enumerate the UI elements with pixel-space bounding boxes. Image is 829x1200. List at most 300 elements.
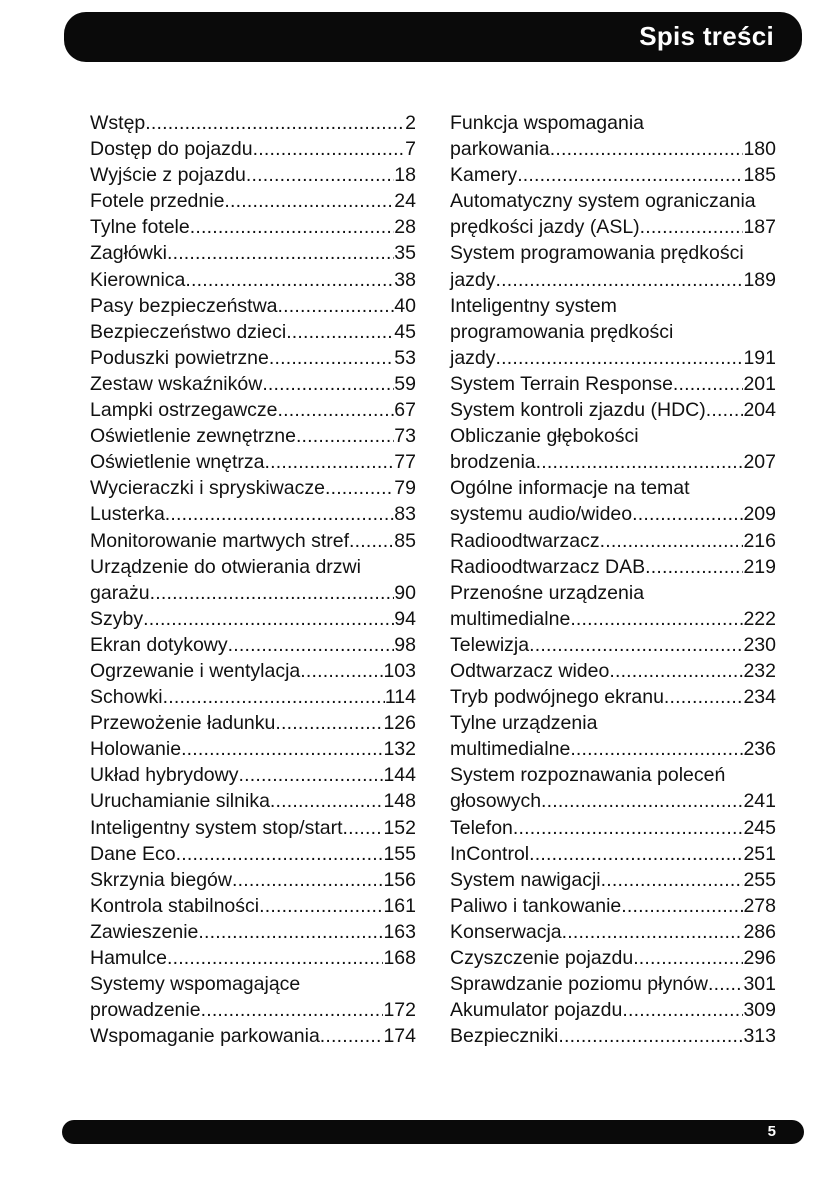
toc-entry[interactable]: [450, 945, 776, 971]
toc-entry-row: [450, 815, 776, 841]
toc-entry-label: System nawigacji: [450, 868, 601, 891]
toc-entry[interactable]: [90, 397, 416, 423]
toc-entry[interactable]: [450, 580, 776, 632]
toc-entry-row: [90, 240, 416, 266]
toc-entry-label-line: Systemy wspomagające: [90, 973, 301, 996]
dot-leader: [706, 397, 744, 423]
dot-leader: [232, 867, 383, 893]
toc-entry-page: 313: [743, 1025, 776, 1048]
toc-entry-row: [90, 319, 416, 345]
toc-entry-row: [90, 893, 416, 919]
toc-entry-label: System kontroli zjazdu (HDC): [450, 399, 706, 422]
toc-entry-page: 59: [394, 372, 416, 395]
toc-entry-row: [90, 867, 416, 893]
toc-entry-page: 286: [743, 920, 776, 943]
toc-entry-label: Kontrola stabilności: [90, 894, 260, 917]
toc-entry-page: 209: [743, 503, 776, 526]
toc-entry[interactable]: [90, 736, 416, 762]
dot-leader: [286, 319, 394, 345]
toc-entry[interactable]: [450, 240, 776, 292]
toc-entry-label: prowadzenie: [90, 999, 201, 1022]
toc-column-left: [90, 110, 416, 1049]
toc-entry-page: 94: [394, 607, 416, 630]
toc-entry-label: Telewizja: [450, 633, 530, 656]
toc-entry[interactable]: [90, 815, 416, 841]
toc-entry-row: [90, 1023, 416, 1049]
toc-entry[interactable]: [90, 319, 416, 345]
toc-entry[interactable]: [90, 788, 416, 814]
dot-leader: [167, 240, 394, 266]
dot-leader: [224, 188, 394, 214]
toc-entry-page: 241: [743, 790, 776, 813]
toc-entry-page: 255: [743, 868, 776, 891]
toc-entry-label: Kamery: [450, 164, 518, 187]
toc-entry-page: 204: [743, 399, 776, 422]
toc-entry[interactable]: [90, 632, 416, 658]
toc-entry-label: Kierownica: [90, 268, 186, 291]
toc-entry[interactable]: [90, 371, 416, 397]
toc-entry-label: parkowania: [450, 138, 550, 161]
toc-entry-label: Monitorowanie martwych stref: [90, 529, 350, 552]
toc-entry-row: [450, 501, 776, 527]
toc-entry-label: Oświetlenie zewnętrzne: [90, 425, 296, 448]
toc-entry[interactable]: [90, 345, 416, 371]
toc-entry-page: 230: [743, 633, 776, 656]
dot-leader: [496, 267, 744, 293]
toc-entry[interactable]: [90, 162, 416, 188]
toc-entry-page: 168: [383, 947, 416, 969]
toc-entry[interactable]: [90, 945, 416, 971]
toc-entry-label: Hamulce: [90, 947, 167, 969]
toc-entry-page: 219: [743, 555, 776, 578]
toc-entry-label: Oświetlenie wnętrza: [90, 451, 265, 474]
toc-entry-page: 174: [383, 1025, 416, 1048]
toc-entry[interactable]: [450, 971, 776, 997]
toc-entry-page: 278: [743, 894, 776, 917]
toc-entry-label: multimedialne: [450, 607, 571, 630]
dot-leader: [278, 293, 395, 319]
toc-entry-label: Fotele przednie: [90, 190, 225, 213]
toc-entry-row: [90, 449, 416, 475]
toc-entry-label-line: System programowania prędkości: [450, 242, 744, 265]
toc-entry[interactable]: [90, 214, 416, 240]
dot-leader: [238, 762, 383, 788]
toc-entry-page: 18: [394, 164, 416, 187]
dot-leader: [269, 345, 394, 371]
toc-entry-row: [450, 345, 776, 371]
toc-entry-row: [450, 945, 776, 971]
toc-entry-page: 2: [405, 112, 416, 134]
toc-entry-page: 144: [383, 764, 416, 787]
toc-entry-row: [90, 293, 416, 319]
toc-entry-page: 163: [383, 920, 416, 943]
toc-entry[interactable]: [450, 554, 776, 580]
toc-entry-page: 172: [383, 999, 416, 1022]
toc-entry-label: Przewożenie ładunku: [90, 712, 276, 735]
toc-entry[interactable]: [90, 267, 416, 293]
toc-entry-page: 232: [743, 659, 776, 682]
toc-entry-page: 185: [743, 164, 776, 187]
dot-leader: [325, 475, 394, 501]
toc-entry-row: [450, 736, 776, 762]
dot-leader: [163, 684, 385, 710]
toc-entry-page: 24: [394, 190, 416, 213]
toc-entry[interactable]: [450, 423, 776, 475]
toc-entry-row: [450, 658, 776, 684]
toc-entry-page: 38: [394, 268, 416, 291]
dot-leader: [632, 501, 743, 527]
toc-entry-page: 77: [394, 451, 416, 474]
toc-column-right: [450, 110, 776, 1049]
toc-entry-row: [90, 815, 416, 841]
toc-entry[interactable]: [90, 762, 416, 788]
toc-entry-label: systemu audio/wideo: [450, 503, 633, 526]
dot-leader: [550, 136, 744, 162]
toc-entry[interactable]: [90, 136, 416, 162]
toc-entry[interactable]: [90, 475, 416, 501]
toc-entry-label: Radioodtwarzacz: [450, 529, 600, 552]
toc-entry-row: [90, 214, 416, 240]
toc-entry-label: jazdy: [450, 346, 496, 369]
toc-entry-label: Wycieraczki i spryskiwacze: [90, 477, 325, 500]
toc-entry-label: Tylne fotele: [90, 216, 190, 239]
dot-leader: [343, 815, 384, 841]
toc-entry-row: [450, 397, 776, 423]
toc-entry[interactable]: [450, 919, 776, 945]
toc-entry-label-line: System rozpoznawania poleceń: [450, 764, 726, 787]
dot-leader: [513, 815, 744, 841]
toc-entry[interactable]: [450, 475, 776, 527]
header-bar: [64, 12, 802, 62]
toc-entry-row: [450, 684, 776, 710]
toc-entry-page: 152: [383, 816, 416, 839]
toc-entry-label: Akumulator pojazdu: [450, 999, 623, 1022]
toc-entry-row: [90, 762, 416, 788]
toc-entry-row: [450, 788, 776, 814]
toc-entry-label: Lampki ostrzegawcze: [90, 399, 278, 422]
toc-entry-label-line: Przenośne urządzenia: [450, 581, 645, 604]
page-title: Spis treści: [639, 21, 774, 51]
toc-entry-row: [90, 841, 416, 867]
toc-entry-label: InControl: [450, 842, 530, 865]
toc-entry-page: 189: [743, 268, 776, 291]
toc-entry[interactable]: [90, 971, 416, 1023]
toc-entry-page: 7: [405, 138, 416, 161]
dot-leader: [645, 554, 743, 580]
toc-entry-row: [90, 788, 416, 814]
dot-leader: [601, 867, 744, 893]
toc-entry-page: 155: [383, 842, 416, 865]
toc-entry[interactable]: [450, 110, 776, 162]
toc-entry-row: [90, 267, 416, 293]
dot-leader: [275, 710, 383, 736]
toc-entry-row: [90, 371, 416, 397]
toc-entry-row: [90, 632, 416, 658]
toc-entry-row: [90, 475, 416, 501]
toc-entry-row: [450, 606, 776, 632]
dot-leader: [570, 736, 743, 762]
toc-entry-page: 236: [743, 738, 776, 761]
page-number: 5: [767, 1123, 776, 1140]
toc-entry-row: [450, 867, 776, 893]
toc-entry-label: Ogrzewanie i wentylacja: [90, 659, 301, 682]
toc-entry[interactable]: [450, 528, 776, 554]
toc-entry-label: Bezpieczeństwo dzieci: [90, 320, 287, 343]
toc-entry[interactable]: [450, 397, 776, 423]
dot-leader: [296, 423, 394, 449]
toc-entry-row: [90, 658, 416, 684]
dot-leader: [558, 1023, 743, 1049]
toc-entry-row: [90, 684, 416, 710]
toc-entry-page: 148: [383, 790, 416, 813]
toc-entry-row: [90, 110, 416, 136]
toc-entry-page: 126: [383, 712, 416, 735]
toc-entry[interactable]: [90, 240, 416, 266]
toc-entry[interactable]: [450, 841, 776, 867]
toc-entry[interactable]: [450, 997, 776, 1023]
toc-entry-page: 187: [743, 216, 776, 239]
toc-entry-row: [90, 345, 416, 371]
toc-entry-row: [450, 554, 776, 580]
toc-entry-row: [450, 841, 776, 867]
toc-entry-row: [450, 997, 776, 1023]
toc-entry-label: Zagłówki: [90, 242, 167, 265]
toc-entry-label: garażu: [90, 581, 150, 604]
toc-entry-row: [450, 893, 776, 919]
dot-leader: [529, 841, 743, 867]
toc-entry[interactable]: [90, 110, 416, 136]
dot-leader: [143, 606, 394, 632]
toc-entry[interactable]: [450, 710, 776, 762]
toc-entry-label-line: Inteligentny system: [450, 294, 617, 317]
toc-entry[interactable]: [90, 841, 416, 867]
dot-leader: [541, 788, 743, 814]
dot-leader: [270, 788, 384, 814]
toc-entry-label: Tryb podwójnego ekranu: [450, 686, 664, 709]
toc-entry-label: System Terrain Response: [450, 372, 673, 395]
toc-entry-label: prędkości jazdy (ASL): [450, 216, 640, 239]
toc-entry-row: [450, 214, 776, 240]
toc-entry-label: Wstęp: [90, 112, 146, 134]
toc-entry-label: Poduszki powietrzne: [90, 346, 269, 369]
toc-entry[interactable]: [90, 606, 416, 632]
toc-entry-row: [450, 449, 776, 475]
dot-leader: [198, 919, 383, 945]
toc-entry-row: [450, 162, 776, 188]
toc-entry[interactable]: [90, 188, 416, 214]
toc-entry[interactable]: [450, 162, 776, 188]
toc-entry-label-line: Urządzenie do otwierania drzwi: [90, 555, 361, 578]
toc-entry[interactable]: [90, 658, 416, 684]
toc-entry-row: [450, 528, 776, 554]
toc-entry-row: [90, 162, 416, 188]
toc-entry-row: [450, 971, 776, 997]
toc-entry[interactable]: [90, 501, 416, 527]
toc-entry-page: 67: [394, 399, 416, 422]
toc-entry[interactable]: [450, 893, 776, 919]
toc-entry[interactable]: [450, 815, 776, 841]
dot-leader: [253, 136, 406, 162]
toc-entry-label-line: Ogólne informacje na temat: [450, 477, 690, 500]
toc-entry[interactable]: [90, 528, 416, 554]
dot-leader: [181, 736, 383, 762]
toc-entry[interactable]: [90, 919, 416, 945]
toc-entry-row: [90, 397, 416, 423]
dot-leader: [185, 267, 394, 293]
toc-entry-label: Paliwo i tankowanie: [450, 894, 622, 917]
toc-entry-label: Wyjście z pojazdu: [90, 164, 246, 187]
toc-entry-page: 245: [743, 816, 776, 839]
toc-entry-label: Ekran dotykowy: [90, 633, 228, 656]
toc-entry-page: 180: [743, 138, 776, 161]
toc-entry-page: 103: [383, 659, 416, 682]
toc-entry-row: [90, 945, 416, 971]
dot-leader: [176, 841, 384, 867]
toc-entry[interactable]: [90, 293, 416, 319]
dot-leader: [259, 893, 383, 919]
toc-entry-row: [450, 267, 776, 293]
toc-entry[interactable]: [90, 710, 416, 736]
dot-leader: [145, 110, 405, 136]
toc-entry-label-line: Tylne urządzenia: [450, 712, 598, 735]
toc-entry[interactable]: [90, 449, 416, 475]
toc-entry-page: 216: [743, 529, 776, 552]
toc-entry-label: Odtwarzacz wideo: [450, 659, 610, 682]
toc-entry-row: [450, 919, 776, 945]
toc-entry-label: Dane Eco: [90, 842, 176, 865]
toc-entry-label: Bezpieczniki: [450, 1025, 559, 1048]
toc-entry-page: 40: [394, 294, 416, 317]
dot-leader: [622, 997, 743, 1023]
toc-entry[interactable]: [90, 867, 416, 893]
toc-entry-label: Konserwacja: [450, 920, 562, 943]
toc-entry-page: 35: [394, 242, 416, 265]
dot-leader: [664, 684, 744, 710]
toc-entry-row: [450, 632, 776, 658]
toc-entry-label: Czyszczenie pojazdu: [450, 947, 634, 969]
dot-leader: [349, 528, 394, 554]
dot-leader: [633, 945, 743, 971]
dot-leader: [529, 632, 743, 658]
toc-entry-label: głosowych: [450, 790, 542, 813]
toc-entry-page: 301: [743, 973, 776, 996]
toc-entry-row: [90, 136, 416, 162]
toc-entry[interactable]: [90, 554, 416, 606]
toc-entry-page: 114: [384, 686, 416, 709]
dot-leader: [300, 658, 383, 684]
toc-entry-label: Sprawdzanie poziomu płynów: [450, 973, 708, 996]
toc-entry[interactable]: [90, 893, 416, 919]
toc-entry-page: 79: [394, 477, 416, 500]
toc-entry-row: [90, 188, 416, 214]
toc-entry[interactable]: [450, 658, 776, 684]
toc-entry[interactable]: [90, 423, 416, 449]
dot-leader: [167, 945, 384, 971]
toc-entry-page: 53: [394, 346, 416, 369]
dot-leader: [228, 632, 395, 658]
dot-leader: [517, 162, 743, 188]
dot-leader: [265, 449, 395, 475]
dot-leader: [278, 397, 395, 423]
toc-entry[interactable]: [450, 762, 776, 814]
toc-entry-page: 161: [383, 894, 416, 917]
toc-entry-page: 85: [394, 529, 416, 552]
toc-entry-label-line: Funkcja wspomagania: [450, 112, 645, 134]
toc-entry-row: [450, 1023, 776, 1049]
toc-entry-page: 234: [743, 686, 776, 709]
toc-entry-page: 73: [394, 425, 416, 448]
toc-entry-row: [90, 710, 416, 736]
toc-entry[interactable]: [450, 371, 776, 397]
toc-entry[interactable]: [450, 188, 776, 240]
toc-entry-label: brodzenia: [450, 451, 536, 474]
toc-entry-row: [90, 528, 416, 554]
toc-entry-label-line: programowania prędkości: [450, 320, 674, 343]
toc-entry-label: Skrzynia biegów: [90, 868, 232, 891]
toc-entry[interactable]: [450, 632, 776, 658]
toc-entry-label: Szyby: [90, 607, 144, 630]
toc-entry-page: 132: [383, 738, 416, 761]
dot-leader: [536, 449, 744, 475]
toc-entry-row: [450, 371, 776, 397]
toc-entry-page: 222: [743, 607, 776, 630]
toc-entry-label: Schowki: [90, 686, 163, 709]
toc-entry-label: Inteligentny system stop/start: [90, 816, 343, 839]
dot-leader: [165, 501, 395, 527]
dot-leader: [201, 997, 384, 1023]
dot-leader: [150, 580, 395, 606]
toc-entry-page: 191: [743, 346, 776, 369]
toc-entry-page: 83: [394, 503, 416, 526]
toc-entry-page: 296: [743, 947, 776, 969]
dot-leader: [262, 371, 394, 397]
toc-entry-label-line: Automatyczny system ograniczania: [450, 190, 756, 213]
toc-entry-row: [90, 919, 416, 945]
toc-entry[interactable]: [450, 1023, 776, 1049]
toc-entry-page: 90: [394, 581, 416, 604]
toc-entry-page: 309: [743, 999, 776, 1022]
toc-entry-page: 207: [743, 451, 776, 474]
toc-entry-label: multimedialne: [450, 738, 571, 761]
toc-entry-row: [450, 136, 776, 162]
toc-entry-label: Układ hybrydowy: [90, 764, 239, 787]
toc-entry[interactable]: [450, 293, 776, 371]
toc-entry-label: Wspomaganie parkowania: [90, 1025, 320, 1048]
dot-leader: [190, 214, 395, 240]
toc-entry[interactable]: [450, 684, 776, 710]
toc-entry-label: jazdy: [450, 268, 496, 291]
dot-leader: [496, 345, 744, 371]
toc-entry-label: Zestaw wskaźników: [90, 372, 263, 395]
toc-entry-label: Telefon: [450, 816, 513, 839]
toc-entry-page: 201: [743, 372, 776, 395]
footer-bar: [62, 1120, 804, 1144]
toc-entry[interactable]: [90, 684, 416, 710]
toc-entry-row: [90, 580, 416, 606]
toc-entry[interactable]: [450, 867, 776, 893]
dot-leader: [609, 658, 743, 684]
toc-entry[interactable]: [90, 1023, 416, 1049]
toc-entry-page: 45: [394, 320, 416, 343]
dot-leader: [600, 528, 744, 554]
dot-leader: [673, 371, 744, 397]
toc-entry-row: [90, 736, 416, 762]
toc-entry-row: [90, 997, 416, 1023]
dot-leader: [640, 214, 744, 240]
dot-leader: [320, 1023, 384, 1049]
dot-leader: [562, 919, 744, 945]
toc-entry-row: [90, 501, 416, 527]
